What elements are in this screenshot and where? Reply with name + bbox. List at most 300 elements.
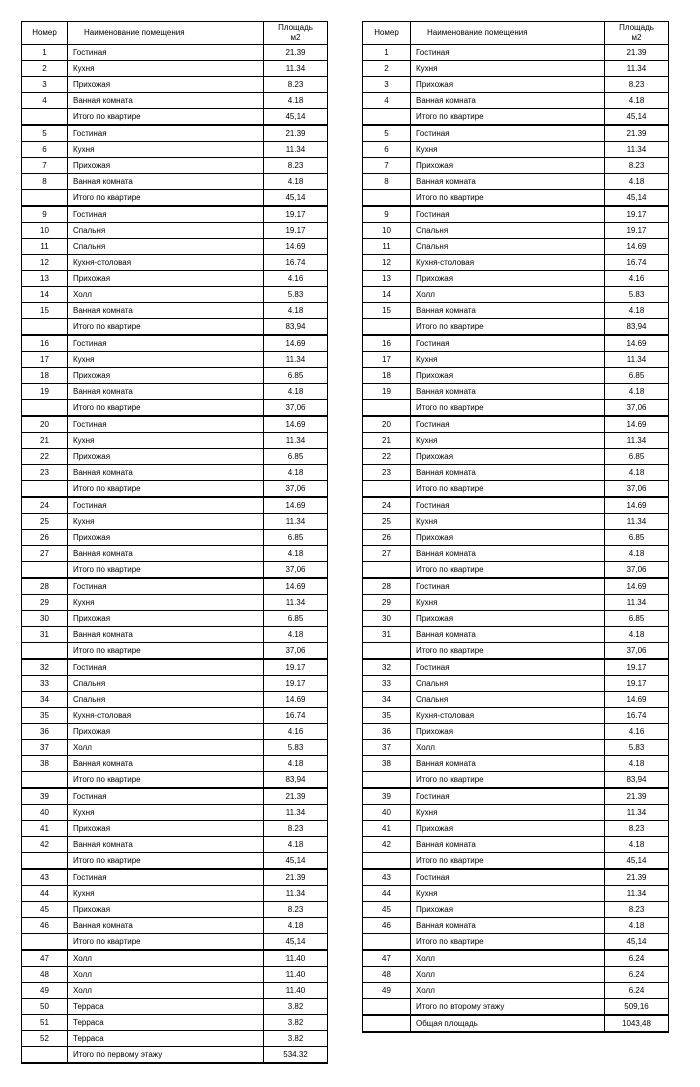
table-row (363, 45, 669, 61)
room-area: 11.34 (605, 595, 669, 611)
table-row (363, 335, 669, 352)
room-name: Ванная комната (411, 465, 605, 481)
table-row (22, 708, 328, 724)
total-number-cell (22, 1047, 68, 1064)
table-row (22, 869, 328, 886)
room-name: Гостиная (68, 788, 264, 805)
room-name: Гостиная (411, 788, 605, 805)
room-name: Спальня (68, 676, 264, 692)
room-area: 11.34 (264, 595, 328, 611)
room-area: 4.16 (605, 724, 669, 740)
room-area: 16.74 (264, 255, 328, 271)
table-row (363, 918, 669, 934)
room-name: Гостиная (411, 206, 605, 223)
table-row (363, 756, 669, 772)
total-number-cell (22, 319, 68, 336)
room-number: 28 (363, 578, 411, 595)
total-area: 45,14 (264, 109, 328, 126)
table-row (363, 61, 669, 77)
room-area: 11.34 (605, 886, 669, 902)
table-row (22, 77, 328, 93)
room-number: 42 (363, 837, 411, 853)
room-area: 4.18 (264, 174, 328, 190)
total-number-cell (22, 481, 68, 498)
room-area: 6.24 (605, 983, 669, 999)
total-label: Итого по квартире (411, 190, 605, 207)
total-label: Итого по квартире (411, 853, 605, 870)
table-row (363, 676, 669, 692)
table-row (22, 174, 328, 190)
room-area: 4.18 (264, 627, 328, 643)
total-label: Итого по второму этажу (411, 999, 605, 1016)
table-row (22, 659, 328, 676)
room-name: Прихожая (68, 902, 264, 918)
room-number: 46 (22, 918, 68, 934)
header-number: Номер (22, 22, 68, 45)
apartment-total-row (363, 934, 669, 951)
apartment-total-row (22, 1047, 328, 1064)
room-area: 11.34 (264, 61, 328, 77)
table-row (22, 384, 328, 400)
room-name: Прихожая (411, 611, 605, 627)
room-area: 21.39 (605, 869, 669, 886)
room-name: Гостиная (68, 497, 264, 514)
total-area: 37,06 (605, 481, 669, 498)
room-number: 24 (22, 497, 68, 514)
total-label: Итого по квартире (68, 772, 264, 789)
apartment-total-row (22, 190, 328, 207)
room-area: 8.23 (264, 821, 328, 837)
table-row (363, 368, 669, 384)
room-number: 39 (363, 788, 411, 805)
total-number-cell (22, 400, 68, 417)
table-row (22, 546, 328, 562)
table-row (363, 530, 669, 546)
room-number: 33 (363, 676, 411, 692)
table-row (22, 595, 328, 611)
room-area: 6.85 (264, 530, 328, 546)
room-number: 45 (22, 902, 68, 918)
header-row (22, 22, 328, 45)
room-number: 8 (22, 174, 68, 190)
room-area: 14.69 (264, 416, 328, 433)
room-area: 6.85 (264, 611, 328, 627)
room-number: 7 (363, 158, 411, 174)
table-row (22, 1015, 328, 1031)
room-number: 44 (22, 886, 68, 902)
room-area: 4.18 (605, 303, 669, 319)
room-area: 8.23 (264, 158, 328, 174)
room-number: 37 (363, 740, 411, 756)
table-row (22, 886, 328, 902)
room-area: 4.18 (264, 93, 328, 109)
room-name: Холл (68, 983, 264, 999)
room-number: 35 (22, 708, 68, 724)
room-name: Прихожая (411, 77, 605, 93)
table-row (22, 950, 328, 967)
table-row (363, 497, 669, 514)
room-area: 14.69 (264, 692, 328, 708)
room-number: 6 (363, 142, 411, 158)
total-label: Итого по квартире (411, 400, 605, 417)
table-row (22, 756, 328, 772)
table-row (22, 692, 328, 708)
table-row (363, 142, 669, 158)
apartment-total-row (363, 643, 669, 660)
room-area: 14.69 (264, 239, 328, 255)
room-number: 33 (22, 676, 68, 692)
room-number: 22 (22, 449, 68, 465)
room-area: 19.17 (605, 223, 669, 239)
room-area: 4.18 (264, 756, 328, 772)
total-label: Итого по квартире (411, 109, 605, 126)
room-number: 27 (363, 546, 411, 562)
room-name: Ванная комната (411, 918, 605, 934)
room-number: 32 (363, 659, 411, 676)
room-name: Кухня (68, 886, 264, 902)
room-number: 16 (22, 335, 68, 352)
room-name: Ванная комната (411, 756, 605, 772)
room-number: 18 (363, 368, 411, 384)
room-name: Ванная комната (411, 384, 605, 400)
apartment-total-row (22, 562, 328, 579)
table-row (363, 983, 669, 999)
room-number: 32 (22, 659, 68, 676)
room-number: 52 (22, 1031, 68, 1047)
room-name: Холл (68, 967, 264, 983)
total-area: 509,16 (605, 999, 669, 1016)
room-area: 19.17 (605, 676, 669, 692)
room-area: 19.17 (264, 206, 328, 223)
room-number: 49 (363, 983, 411, 999)
room-name: Ванная комната (68, 93, 264, 109)
table-row (363, 449, 669, 465)
table-row (22, 514, 328, 530)
table-row (363, 611, 669, 627)
total-number-cell (363, 109, 411, 126)
room-area: 19.17 (605, 206, 669, 223)
room-area: 21.39 (605, 45, 669, 61)
room-area: 14.69 (605, 692, 669, 708)
table-row (363, 465, 669, 481)
table-row (363, 692, 669, 708)
room-name: Кухня (411, 433, 605, 449)
room-name: Холл (411, 950, 605, 967)
room-name: Прихожая (68, 77, 264, 93)
room-name: Прихожая (68, 821, 264, 837)
room-name: Кухня (68, 805, 264, 821)
room-name: Кухня (411, 142, 605, 158)
room-number: 30 (22, 611, 68, 627)
room-number: 10 (363, 223, 411, 239)
table-row (363, 837, 669, 853)
apartment-total-row (22, 934, 328, 951)
room-area: 4.18 (264, 465, 328, 481)
apartment-total-row (363, 319, 669, 336)
room-number: 19 (363, 384, 411, 400)
table-row (22, 158, 328, 174)
room-name: Кухня (68, 61, 264, 77)
room-name: Кухня (411, 514, 605, 530)
total-label: Итого по квартире (411, 562, 605, 579)
table-row (363, 416, 669, 433)
table-row (22, 335, 328, 352)
room-number: 45 (363, 902, 411, 918)
total-area: 37,06 (264, 562, 328, 579)
room-name: Холл (411, 740, 605, 756)
room-number: 48 (363, 967, 411, 983)
room-number: 38 (363, 756, 411, 772)
room-area: 4.16 (264, 271, 328, 287)
table-row (363, 546, 669, 562)
room-area: 11.34 (264, 433, 328, 449)
table-row (363, 627, 669, 643)
room-name: Спальня (411, 239, 605, 255)
room-name: Кухня (68, 595, 264, 611)
table-row (22, 61, 328, 77)
room-name: Ванная комната (68, 174, 264, 190)
table-row (22, 206, 328, 223)
header-area (605, 22, 669, 45)
room-area: 6.85 (264, 449, 328, 465)
room-name: Ванная комната (68, 465, 264, 481)
table-row (22, 125, 328, 142)
room-name: Кухня (411, 595, 605, 611)
room-name: Гостиная (411, 869, 605, 886)
table-row (363, 740, 669, 756)
room-number: 6 (22, 142, 68, 158)
total-label: Итого по квартире (411, 319, 605, 336)
table-row (363, 287, 669, 303)
room-area: 8.23 (605, 902, 669, 918)
table-row (22, 449, 328, 465)
room-area: 11.40 (264, 967, 328, 983)
table-row (22, 530, 328, 546)
grand-total-label: Общая площадь (411, 1015, 605, 1032)
total-area: 83,94 (264, 772, 328, 789)
room-area: 21.39 (264, 125, 328, 142)
room-name: Кухня (411, 352, 605, 368)
room-name: Гостиная (68, 206, 264, 223)
table-row (22, 821, 328, 837)
room-area: 8.23 (605, 821, 669, 837)
total-label: Итого по квартире (411, 481, 605, 498)
table-row (363, 174, 669, 190)
room-name: Терраса (68, 1031, 264, 1047)
total-number-cell (22, 109, 68, 126)
table-row (22, 223, 328, 239)
room-area: 11.40 (264, 983, 328, 999)
room-area: 11.34 (264, 142, 328, 158)
room-name: Холл (411, 983, 605, 999)
room-name: Кухня-столовая (411, 255, 605, 271)
room-area: 4.18 (264, 303, 328, 319)
room-number: 40 (363, 805, 411, 821)
total-number-cell (363, 319, 411, 336)
total-number-cell (363, 934, 411, 951)
room-area: 6.24 (605, 950, 669, 967)
room-area: 11.34 (605, 433, 669, 449)
room-number: 11 (363, 239, 411, 255)
room-area: 19.17 (605, 659, 669, 676)
room-area: 14.69 (264, 497, 328, 514)
room-area: 21.39 (605, 788, 669, 805)
table-row (22, 303, 328, 319)
room-number: 34 (22, 692, 68, 708)
room-name: Кухня (68, 142, 264, 158)
total-number-cell (363, 772, 411, 789)
total-area: 83,94 (605, 772, 669, 789)
room-area: 16.74 (264, 708, 328, 724)
room-number: 41 (363, 821, 411, 837)
table-row (363, 821, 669, 837)
table-row (363, 950, 669, 967)
table-row (363, 158, 669, 174)
room-number: 24 (363, 497, 411, 514)
total-number-cell (363, 853, 411, 870)
total-label: Итого по квартире (68, 481, 264, 498)
room-number: 16 (363, 335, 411, 352)
table-row (22, 255, 328, 271)
room-name: Терраса (68, 1015, 264, 1031)
total-label: Итого по квартире (68, 853, 264, 870)
room-number: 12 (363, 255, 411, 271)
room-name: Гостиная (411, 335, 605, 352)
header-area-line1: Площадь (619, 23, 654, 32)
room-name: Ванная комната (411, 546, 605, 562)
room-name: Кухня (68, 433, 264, 449)
room-number: 39 (22, 788, 68, 805)
table-row (22, 416, 328, 433)
table-row (363, 659, 669, 676)
header-number: Номер (363, 22, 411, 45)
total-area: 37,06 (605, 643, 669, 660)
room-area: 4.18 (605, 465, 669, 481)
room-number: 40 (22, 805, 68, 821)
room-name: Прихожая (411, 368, 605, 384)
total-number-cell (22, 643, 68, 660)
room-name: Гостиная (68, 335, 264, 352)
table-row (22, 497, 328, 514)
apartment-total-row (22, 319, 328, 336)
room-name: Ванная комната (68, 756, 264, 772)
total-number-cell (363, 643, 411, 660)
room-name: Холл (68, 950, 264, 967)
room-area: 19.17 (264, 223, 328, 239)
grand-total-row (363, 1015, 669, 1032)
room-name: Спальня (68, 692, 264, 708)
room-name: Спальня (68, 239, 264, 255)
room-area: 11.34 (605, 514, 669, 530)
table-row (22, 45, 328, 61)
room-number: 36 (363, 724, 411, 740)
table-row (363, 239, 669, 255)
room-area: 11.40 (264, 950, 328, 967)
apartment-total-row (363, 481, 669, 498)
total-area: 37,06 (605, 562, 669, 579)
total-label: Итого по квартире (68, 109, 264, 126)
table-row (22, 999, 328, 1015)
room-number: 25 (22, 514, 68, 530)
apartment-total-row (22, 853, 328, 870)
room-area: 8.23 (605, 158, 669, 174)
room-number: 31 (22, 627, 68, 643)
table-row (363, 433, 669, 449)
table-row (363, 514, 669, 530)
room-area: 6.85 (605, 611, 669, 627)
table-row (22, 368, 328, 384)
table-row (363, 384, 669, 400)
room-number: 23 (22, 465, 68, 481)
room-number: 7 (22, 158, 68, 174)
table-row (22, 788, 328, 805)
room-name: Спальня (411, 223, 605, 239)
room-area: 6.85 (264, 368, 328, 384)
room-name: Гостиная (68, 125, 264, 142)
apartment-total-row (363, 400, 669, 417)
room-area: 11.34 (264, 514, 328, 530)
total-number-cell (363, 190, 411, 207)
room-area: 5.83 (264, 287, 328, 303)
table-row (22, 239, 328, 255)
room-number: 37 (22, 740, 68, 756)
room-name: Прихожая (68, 724, 264, 740)
total-number-cell (363, 999, 411, 1016)
room-number: 25 (363, 514, 411, 530)
total-number-cell (22, 934, 68, 951)
table-row (22, 611, 328, 627)
room-name: Прихожая (68, 530, 264, 546)
total-area: 45,14 (264, 853, 328, 870)
room-name: Ванная комната (68, 918, 264, 934)
room-name: Кухня-столовая (411, 708, 605, 724)
room-name: Гостиная (68, 45, 264, 61)
room-number: 9 (363, 206, 411, 223)
room-area: 3.82 (264, 1015, 328, 1031)
room-area: 4.18 (605, 174, 669, 190)
room-name: Ванная комната (68, 303, 264, 319)
table-row (22, 627, 328, 643)
header-area-unit: м2 (290, 33, 301, 42)
room-number: 5 (363, 125, 411, 142)
room-number: 14 (363, 287, 411, 303)
table-row (22, 93, 328, 109)
room-name: Ванная комната (411, 174, 605, 190)
room-number: 21 (363, 433, 411, 449)
apartment-total-row (22, 481, 328, 498)
table-row (22, 578, 328, 595)
room-number: 42 (22, 837, 68, 853)
total-number-cell (363, 562, 411, 579)
room-area: 11.34 (264, 352, 328, 368)
total-area: 83,94 (264, 319, 328, 336)
room-number: 10 (22, 223, 68, 239)
room-number: 17 (363, 352, 411, 368)
table-row (363, 255, 669, 271)
total-area: 83,94 (605, 319, 669, 336)
room-number: 5 (22, 125, 68, 142)
header-area-line1: Площадь (278, 23, 313, 32)
room-number: 50 (22, 999, 68, 1015)
room-name: Ванная комната (68, 384, 264, 400)
room-area: 4.18 (605, 627, 669, 643)
room-number: 20 (363, 416, 411, 433)
room-name: Гостиная (68, 869, 264, 886)
total-area: 45,14 (605, 190, 669, 207)
room-number: 2 (363, 61, 411, 77)
room-area: 14.69 (605, 416, 669, 433)
room-area: 11.34 (264, 805, 328, 821)
